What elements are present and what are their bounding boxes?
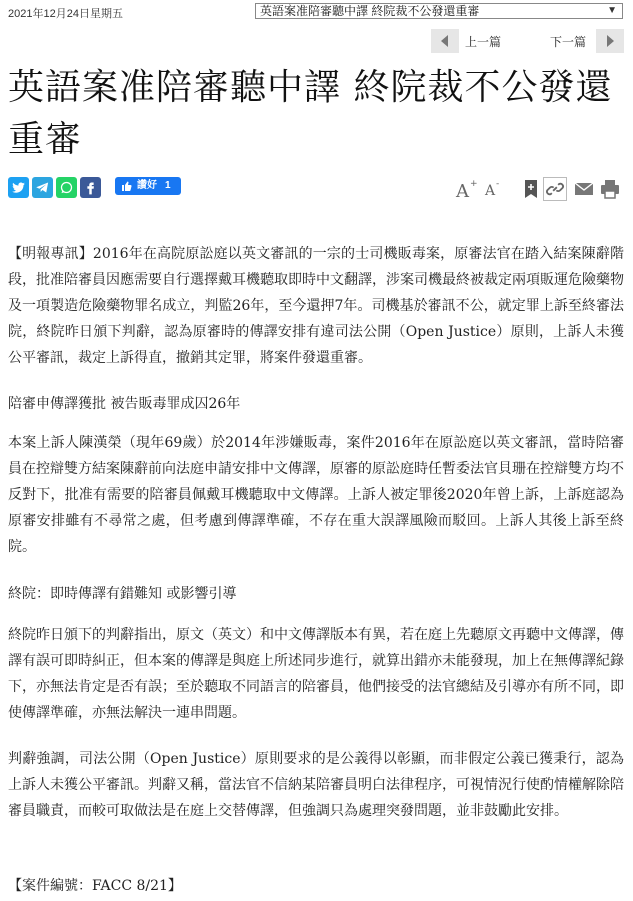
prev-article-link[interactable]: 上一篇 [465, 35, 502, 49]
chevron-right-icon [605, 35, 615, 47]
email-icon [572, 177, 596, 201]
article-paragraph: 本案上訴人陳漢榮（現年69歲）於2014年涉嫌販毒，案件2016年在原訟庭以英文審訊，當時陪審員在控辯雙方結案陳辭前向法庭申請安排中文傳譯，原審的原訟庭時任暫委法官貝珊在控辯雙方均不反對下，批准有需要的陪審員佩戴耳機聽取中文傳譯。上訴人被定罪後2020年曾上訴，上訴庭認為原審安排雖有不尋常之處，但考慮到傳譯準確，不存在重大誤譯風險而駁回。上訴人其後上訴至終院。 [8, 435, 624, 555]
svg-text:+: + [470, 179, 478, 189]
top-bar [0, 0, 633, 24]
article-navigation [0, 29, 633, 53]
article-title: 英語案准陪審聽中譯 終院裁不公發還重審 [8, 67, 613, 160]
like-count: 1 [165, 180, 171, 191]
print-button[interactable] [598, 177, 622, 201]
case-number: 【案件編號：FACC 8/21】 [8, 878, 182, 894]
date-label: 2021年12月24日星期五 [8, 8, 123, 20]
prev-article-button[interactable] [431, 29, 459, 53]
article-paragraph: 判辭強調，司法公開（Open Justice）原則要求的是公義得以彰顯，而非假定公義已獲秉行，認為上訴人未獲公平審訊。判辭又稱，當法官不信納某陪審員明白法律程序，可視情況行使酌情權解除陪審員職責，而較可取做法是在庭上交替傳譯，但強調只為處理突發問題，並非鼓勵此安排。 [8, 751, 624, 819]
article-select[interactable] [255, 3, 623, 19]
font-decrease-icon [483, 177, 507, 201]
like-button[interactable] [115, 177, 181, 195]
copy-link-button[interactable] [543, 177, 567, 201]
svg-text:-: - [496, 179, 500, 189]
whatsapp-icon[interactable] [56, 177, 77, 198]
bookmark-icon [521, 177, 541, 201]
next-article-link[interactable]: 下一篇 [550, 35, 587, 49]
article-select-value: 英語案准陪審聽中譯 終院裁不公發還重審 [260, 4, 480, 18]
link-icon [544, 178, 566, 200]
article-tools [455, 177, 623, 201]
chevron-left-icon [440, 35, 450, 47]
twitter-icon[interactable] [8, 177, 29, 198]
email-button[interactable] [572, 177, 596, 201]
print-icon [598, 177, 622, 201]
svg-text:A: A [485, 183, 496, 199]
bookmark-button[interactable] [521, 177, 541, 201]
telegram-icon[interactable] [32, 177, 53, 198]
article-subheading: 終院：即時傳譯有錯難知 或影響引導 [8, 586, 237, 602]
next-article-button[interactable] [596, 29, 624, 53]
article-paragraph: 終院昨日頒下的判辭指出，原文（英文）和中文傳譯版本有異，若在庭上先聽原文再聽中文傳譯，傳譯有誤可即時糾正，但本案的傳譯是與庭上所述同步進行，就算出錯亦未能發現，加上在無傳譯紀錄下，亦無法肯定是否有誤；至於聽取不同語言的陪審員，他們接受的法官總結及引導亦有所不同，即使傳譯準確，亦無法解決一連串問題。 [8, 627, 624, 721]
thumbs-up-icon [121, 180, 133, 192]
svg-text:A: A [456, 181, 469, 201]
article-paragraph: 【明報專訊】2016年在高院原訟庭以英文審訊的一宗的士司機販毒案，原審法官在踏入結案陳辭階段，批准陪審員因應需要自行選擇戴耳機聽取即時中文翻譯，涉案司機最終被裁定兩項販運危險藥物及一項製造危險藥物罪名成立，判監26年，至今還押7年。司機基於審訊不公，就定罪上訴至終審法院，終院昨日頒下判辭，認為原審時的傳譯安排有違司法公開（Open Justice）原則，上訴人未獲公平審訊，裁定上訴得直，撤銷其定罪，將案件發還重審。 [8, 246, 624, 366]
font-decrease-button[interactable] [483, 177, 507, 201]
chevron-down-icon: ▼ [607, 5, 617, 16]
font-increase-icon [455, 177, 479, 201]
font-increase-button[interactable] [455, 177, 479, 201]
facebook-icon[interactable] [80, 177, 101, 198]
like-label: 讚好 [137, 180, 157, 191]
article-subheading: 陪審申傳譯獲批 被告販毒罪成囚26年 [8, 396, 241, 412]
